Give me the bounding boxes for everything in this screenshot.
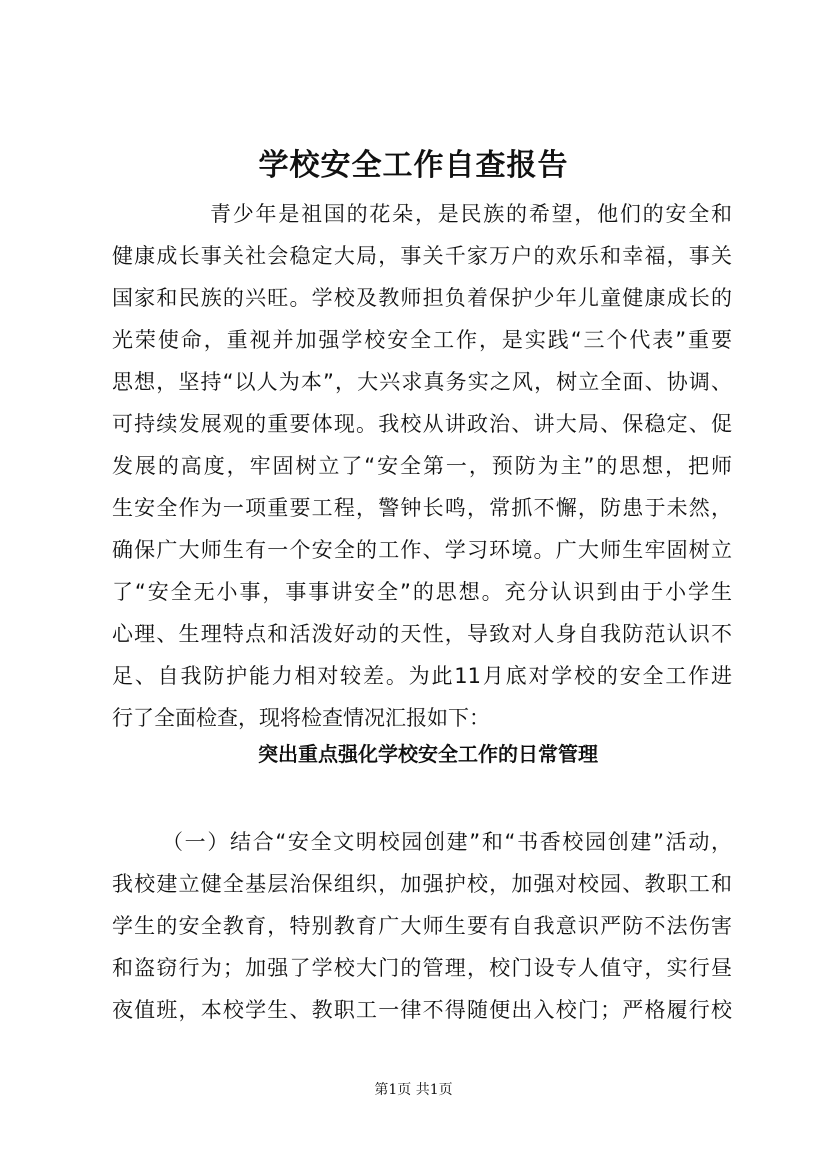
intro-line: 生安全作为一项重要工程，警钟长鸣，常抓不懈，防患于未然， <box>112 496 732 520</box>
intro-line: 光荣使命，重视并加强学校安全工作，是实践“三个代表”重要 <box>112 328 732 352</box>
intro-line: 确保广大师生有一个安全的工作、学习环境。广大师生牢固树立 <box>112 538 732 562</box>
intro-line: 心理、生理特点和活泼好动的天性，导致对人身自我防范认识不 <box>112 622 732 646</box>
intro-line: 思想，坚持“以人为本”，大兴求真务实之风，树立全面、协调、 <box>112 370 732 394</box>
section-line: 学生的安全教育，特别教育广大师生要有自我意识严防不法伤害 <box>112 914 732 938</box>
intro-line: 国家和民族的兴旺。学校及教师担负着保护少年儿童健康成长的 <box>112 286 732 310</box>
section-line: 夜值班，本校学生、教职工一律不得随便出入校门；严格履行校 <box>112 998 732 1022</box>
intro-line: 足、自我防护能力相对较差。为此11月底对学校的安全工作进 <box>112 664 732 688</box>
intro-line: 行了全面检查，现将检查情况汇报如下： <box>112 706 490 730</box>
page-footer: 第1页 共1页 <box>374 1082 453 1098</box>
section-line: 我校建立健全基层治保组织，加强护校，加强对校园、教职工和 <box>112 872 732 896</box>
intro-line: 了“安全无小事，事事讲安全”的思想。充分认识到由于小学生 <box>112 580 732 604</box>
document-title: 学校安全工作自查报告 <box>258 148 569 183</box>
section-heading: 突出重点强化学校安全工作的日常管理 <box>258 742 598 766</box>
intro-line: 青少年是祖国的花朵，是民族的希望，他们的安全和 <box>210 202 732 226</box>
section-line: （一）结合“安全文明校园创建”和“书香校园创建”活动， <box>162 830 732 854</box>
intro-line: 发展的高度，牢固树立了“安全第一，预防为主”的思想，把师 <box>112 454 732 478</box>
intro-line: 可持续发展观的重要体现。我校从讲政治、讲大局、保稳定、促 <box>112 412 732 436</box>
section-line: 和盗窃行为；加强了学校大门的管理，校门设专人值守，实行昼 <box>112 956 732 980</box>
intro-line: 健康成长事关社会稳定大局，事关千家万户的欢乐和幸福，事关 <box>112 244 732 268</box>
